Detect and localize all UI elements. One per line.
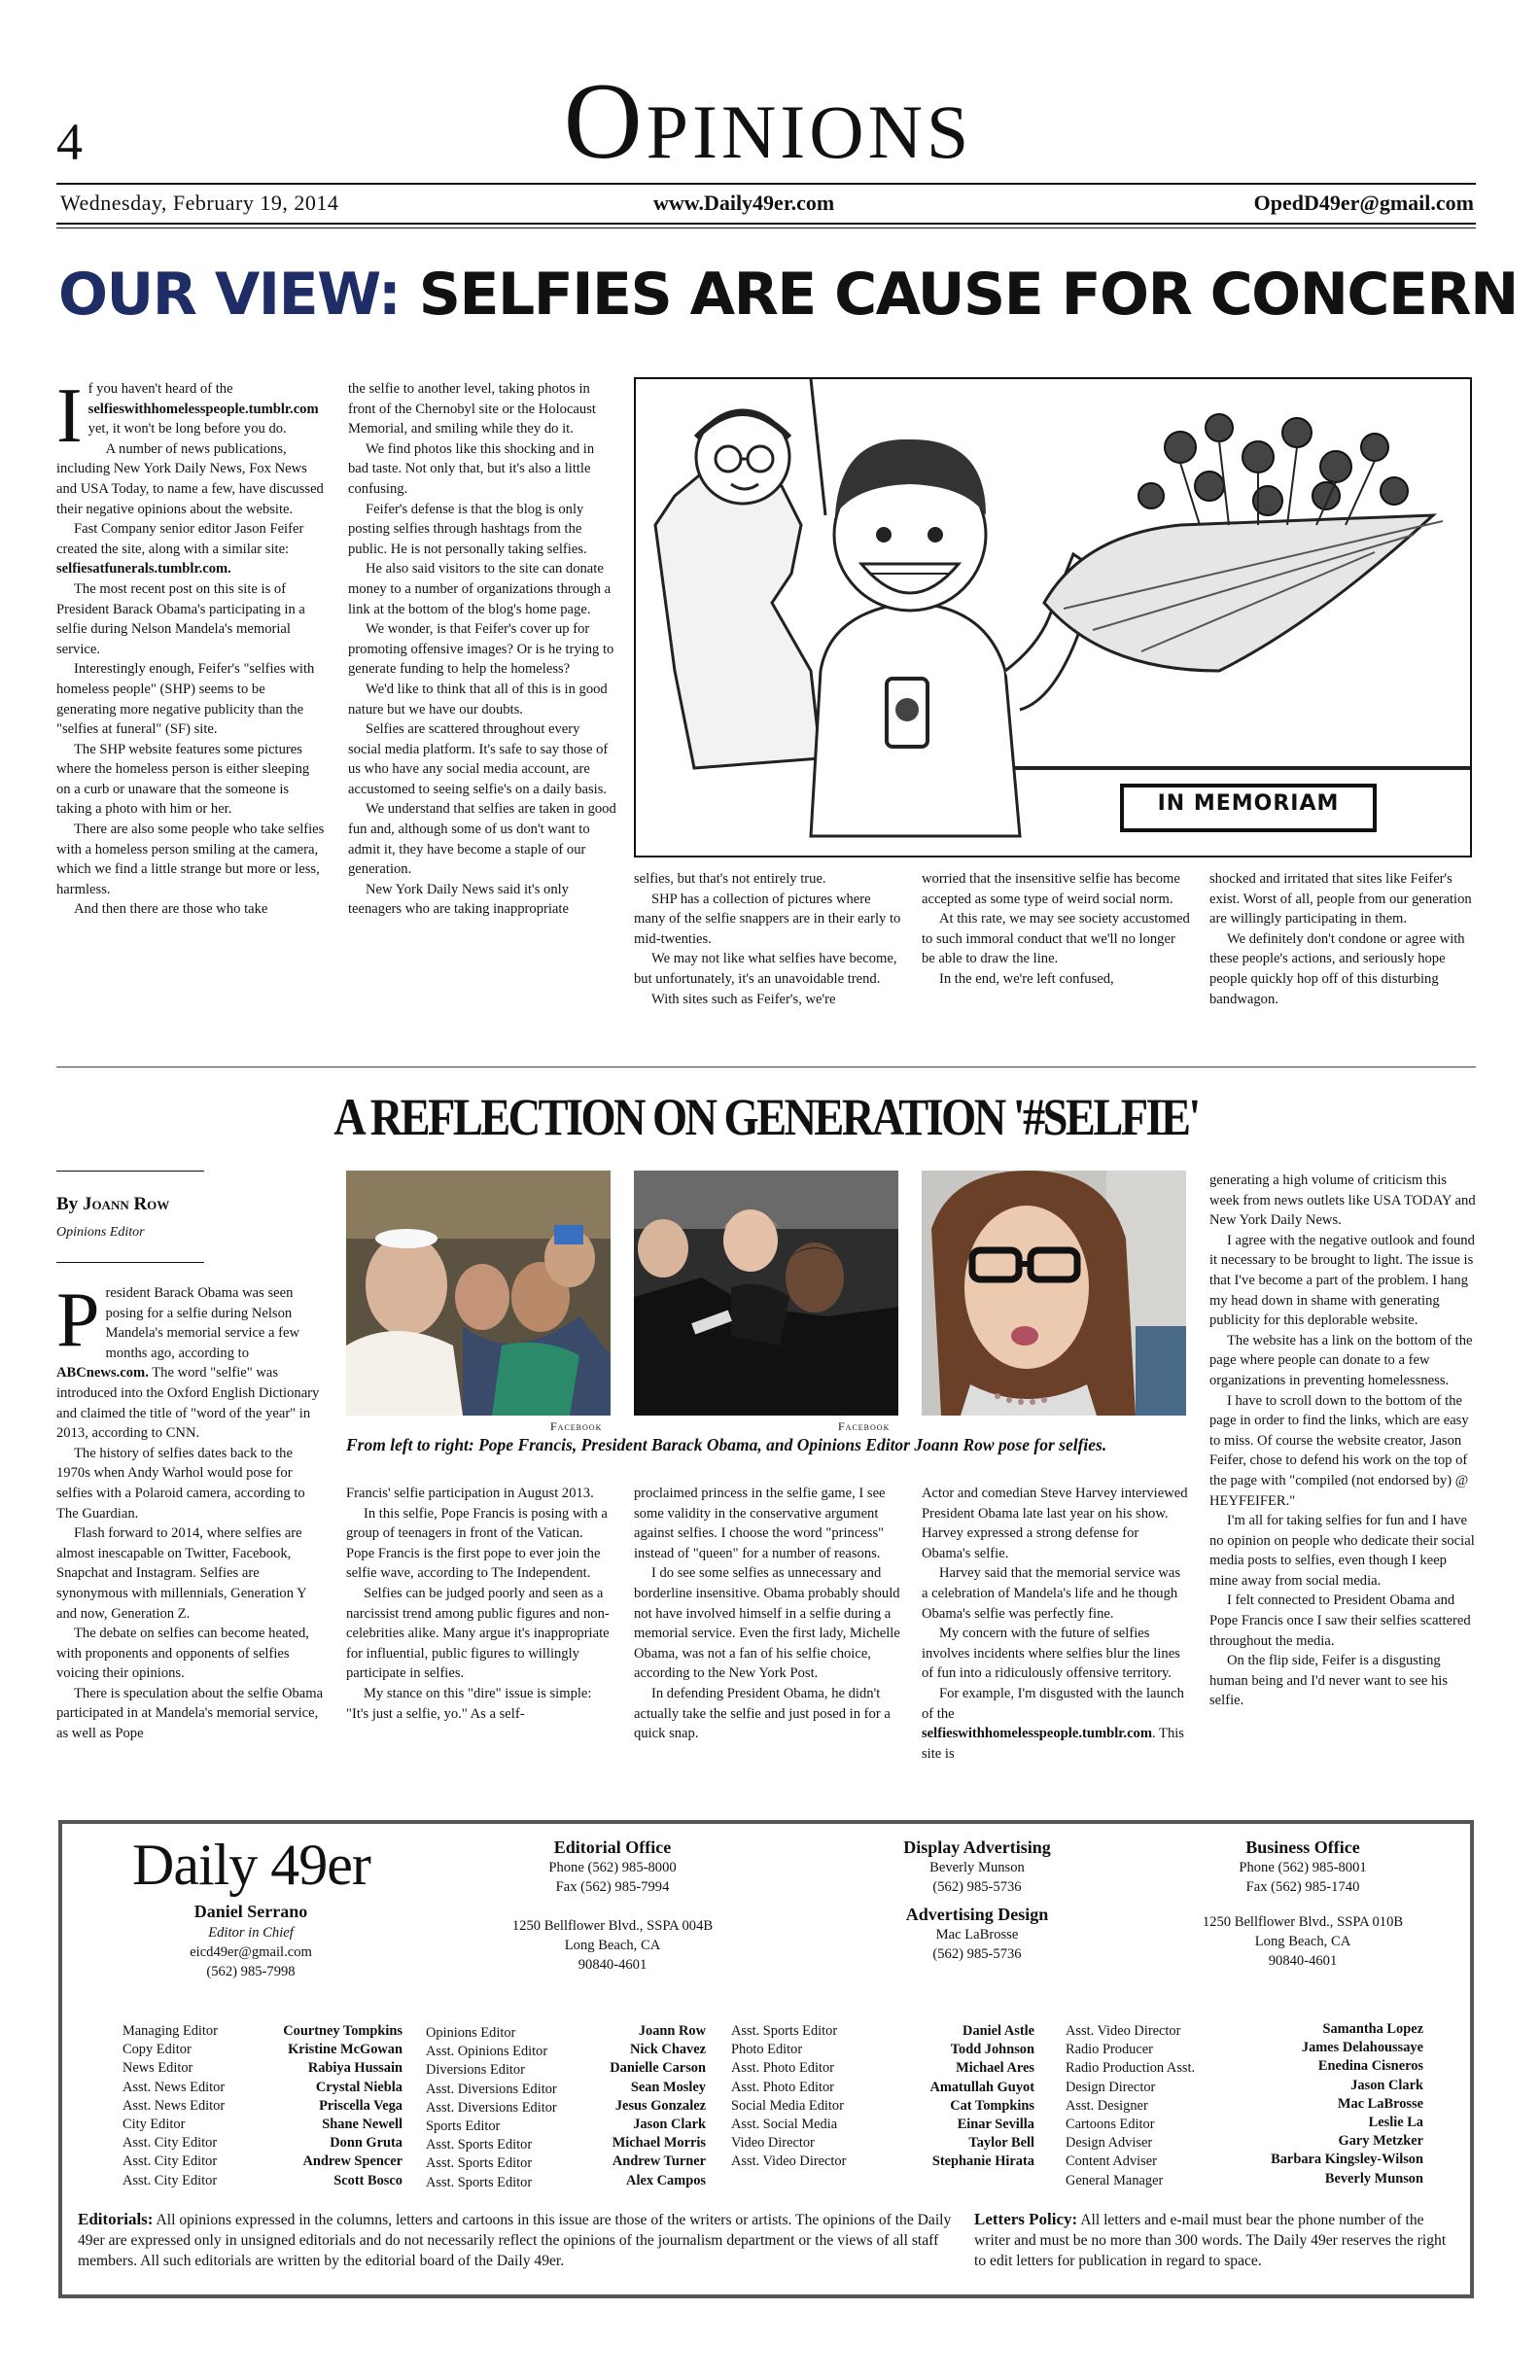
staff-name: Cat Tompkins <box>950 2097 1034 2114</box>
staff-name: Leslie La <box>1368 2115 1423 2131</box>
cartoon-drawing <box>636 379 1470 856</box>
column-paragraph: The website has a link on the bottom of the page where people can donate to a few organizations in preventing homelessness. <box>1209 1332 1473 1388</box>
column-paragraph: Flash forward to 2014, where selfies are almost inescapable on Twitter, Facebook, Snapchat and Instagram. Selfies are synonymous with millennials, Generation Y and now, Generation Z. <box>56 1525 307 1622</box>
staff-name: Jesus Gonzalez <box>614 2097 706 2114</box>
staff-name: Amatullah Guyot <box>929 2079 1034 2095</box>
headline-prefix: OUR VIEW: <box>58 261 401 329</box>
staff-title: Asst. Social Media <box>731 2117 838 2133</box>
editorial-office-address-1: 1250 Bellflower Blvd., SSPA 004B <box>511 1918 714 1934</box>
header-date: Wednesday, February 19, 2014 <box>60 191 339 215</box>
byline-by: By <box>56 1194 79 1214</box>
staff-title: Asst. Diversions Editor <box>426 2081 557 2097</box>
column-dropcap: P <box>56 1278 100 1363</box>
ad-design-phone: (562) 985-5736 <box>932 1946 1022 1962</box>
staff-title: News Editor <box>122 2060 193 2077</box>
staff-name: Michael Morris <box>612 2135 706 2152</box>
photo-credit-1: Facebook <box>550 1419 603 1433</box>
staff-name: Taylor Bell <box>968 2135 1034 2152</box>
staff-title: Asst. News Editor <box>122 2079 226 2095</box>
editorial-paragraph: With sites such as Feifer's, we're <box>651 991 836 1007</box>
editorial-paragraph: shocked and irritated that sites like Feifer's exist. Worst of all, people from our generation are willingly participating in them. <box>1209 871 1472 928</box>
column-text: For example, I'm disgusted with the launch of the <box>922 1685 1184 1722</box>
staff-name: Daniel Astle <box>962 2023 1034 2039</box>
column-paragraph: I felt connected to President Obama and Pope Francis once I saw their selfies scattered throughout the media. <box>1209 1592 1471 1649</box>
staff-name: Andrew Turner <box>612 2153 706 2170</box>
staff-name: Stephanie Hirata <box>931 2153 1034 2170</box>
editorial-paragraph: There are also some people who take selfies with a homeless person smiling at the camera, which we find a little strange but more or less, harmless. <box>56 822 325 897</box>
column-paragraph: There is speculation about the selfie Obama participated in at Mandela's memorial service, as well as Pope <box>56 1685 324 1742</box>
business-office-phone: Phone (562) 985-8001 <box>1239 1860 1367 1875</box>
staff-title: Design Director <box>1066 2079 1156 2095</box>
display-advertising <box>846 1838 1108 1964</box>
header-website[interactable]: www.Daily49er.com <box>653 191 835 215</box>
column-col-2 <box>346 1484 614 1724</box>
staff-title: Asst. Video Director <box>731 2153 847 2170</box>
staff-name: Barbara Kingsley-Wilson <box>1271 2152 1423 2168</box>
column-paragraph: I agree with the negative outlook and found it necessary to be brought to light. The issue is that I've become a part of the problem. I hang my head down in shame with generating publicity for this deplorable website. <box>1209 1232 1475 1329</box>
headline-rest: SELFIES ARE CAUSE FOR CONCERN <box>418 261 1518 329</box>
byline <box>56 1194 169 1215</box>
column-col-3 <box>634 1484 902 1744</box>
editorial-paragraph: Selfies are scattered throughout every social media platform. It's safe to say those of us who have any social media account, are accustomed to seeing selfie's on a daily basis. <box>348 721 609 797</box>
staff-title: Opinions Editor <box>426 2025 516 2041</box>
editorial-office-fax: Fax (562) 985-7994 <box>555 1879 670 1895</box>
cartoon-sign-text: IN MEMORIAM <box>1157 791 1340 816</box>
staff-title: Asst. Photo Editor <box>731 2079 834 2095</box>
photo-credit-2: Facebook <box>838 1419 891 1433</box>
staff-title: Radio Production Asst. <box>1066 2060 1196 2077</box>
column-paragraph: On the flip side, Feifer is a disgusting human being and I'd never want to see his selfie. <box>1209 1653 1448 1709</box>
letters-policy <box>974 2209 1460 2271</box>
staff-title: City Editor <box>122 2117 186 2133</box>
staff-name: James Delahoussaye <box>1301 2040 1423 2056</box>
column-headline: A REFLECTION ON GENERATION '#SELFIE' <box>333 1088 1199 1146</box>
editorial-paragraph: We'd like to think that all of this is in good nature but we have our doubts. <box>348 681 608 718</box>
staff-title: Asst. Video Director <box>1066 2023 1181 2039</box>
staff-name: Courtney Tompkins <box>283 2023 402 2039</box>
display-ad-name: Beverly Munson <box>929 1860 1025 1875</box>
editorial-col-4 <box>922 869 1190 990</box>
column-col-4 <box>922 1484 1190 1764</box>
eic-email[interactable]: eicd49er@gmail.com <box>190 1944 312 1960</box>
editorial-office-title: Editorial Office <box>553 1838 672 1857</box>
editorial-paragraph: We find photos like this shocking and in bad taste. Not only that, but it's also a little confusing. <box>348 440 595 497</box>
editorial-dropcap: I <box>56 373 83 459</box>
staff-name: Scott Bosco <box>333 2172 402 2188</box>
staff-name: Shane Newell <box>322 2117 402 2133</box>
editorial-paragraph: selfies, but that's not entirely true. <box>634 871 826 887</box>
staff-title: Asst. Opinions Editor <box>426 2044 548 2060</box>
staff-name: Sean Mosley <box>630 2079 706 2095</box>
staff-title: Cartoons Editor <box>1066 2117 1155 2133</box>
staff-name: Kristine McGowan <box>288 2042 402 2058</box>
column-paragraph: generating a high volume of criticism this week from news outlets like USA TODAY and New York Daily News. <box>1209 1172 1476 1229</box>
staff-title: Video Director <box>731 2135 815 2152</box>
staff-title: Radio Producer <box>1066 2042 1153 2058</box>
business-office-address-1: 1250 Bellflower Blvd., SSPA 010B <box>1202 1914 1404 1930</box>
column-text: The word "selfie" was introduced into the Oxford English Dictionary and claimed the title of "word of the year" in 2013, according to CNN. <box>56 1365 320 1442</box>
editorial-office-address-3: 90840-4601 <box>578 1957 648 1973</box>
staff-name: Alex Campos <box>626 2172 706 2188</box>
header-rule-bottom <box>56 223 1476 225</box>
staff-title: Asst. Designer <box>1066 2097 1148 2114</box>
staff-group-2-names <box>564 2022 706 2190</box>
staff-name: Samantha Lopez <box>1322 2021 1423 2037</box>
eic-phone: (562) 985-7998 <box>206 1964 296 1979</box>
display-ad-phone: (562) 985-5736 <box>932 1879 1022 1895</box>
editorials-policy <box>78 2209 955 2271</box>
column-link[interactable]: ABCnews.com. <box>56 1365 149 1382</box>
photo-caption: From left to right: Pope Francis, President Barack Obama, and Opinions Editor Joann Row pose for selfies. <box>346 1435 1107 1454</box>
business-office-address-2: Long Beach, CA <box>1254 1934 1351 1949</box>
staff-title: Copy Editor <box>122 2042 192 2058</box>
section-title: Opinions <box>563 61 973 182</box>
staff-name: Rabiya Hussain <box>307 2060 402 2077</box>
editorial-paragraph: worried that the insensitive selfie has become accepted as some type of weird social norm. <box>922 871 1180 907</box>
photo-barack-obama <box>634 1171 898 1416</box>
staff-name: Jason Clark <box>633 2117 706 2133</box>
editorial-text: f you haven't heard of the <box>88 381 233 397</box>
staff-name: Einar Sevilla <box>957 2117 1034 2133</box>
staff-name: Jason Clark <box>1350 2077 1423 2093</box>
byline-rule-bottom <box>56 1262 204 1263</box>
editorial-col-3 <box>634 869 902 1009</box>
editorial-office <box>467 1838 758 1975</box>
staff-name: Andrew Spencer <box>302 2153 402 2170</box>
staff-group-4-names <box>1235 2020 1423 2188</box>
page-number: 4 <box>56 113 83 171</box>
editorial-link[interactable]: selfiesatfunerals.tumblr.com. <box>56 561 231 578</box>
column-paragraph: Selfies can be judged poorly and seen as a narcissist trend among public figures and non-celebrities alike. Many argue it's inappropriate for influential, public figures to willingly participate in selfies. <box>346 1585 610 1682</box>
staff-title: Photo Editor <box>731 2042 803 2058</box>
business-office-title: Business Office <box>1245 1838 1360 1857</box>
letters-label: Letters Policy: <box>974 2210 1078 2228</box>
staff-title: Asst. City Editor <box>122 2153 218 2170</box>
staff-name: Danielle Carson <box>610 2060 706 2077</box>
editorial-paragraph: We may not like what selfies have become, but unfortunately, it's an unavoidable trend. <box>634 951 897 987</box>
staff-title: Asst. City Editor <box>122 2135 218 2152</box>
masthead-logo: Daily 49er <box>132 1833 370 1897</box>
staff-name: Beverly Munson <box>1324 2170 1423 2187</box>
editorial-col-2 <box>348 379 616 920</box>
staff-title: Social Media Editor <box>731 2097 844 2114</box>
staff-title: Design Adviser <box>1066 2135 1153 2152</box>
staff-title: Asst. Sports Editor <box>731 2023 838 2039</box>
editorial-paragraph: We wonder, is that Feifer's cover up for promoting offensive images? Or is he trying to generate funding to help the homeless? <box>348 621 614 678</box>
header-email[interactable]: OpedD49er@gmail.com <box>1253 191 1474 215</box>
column-paragraph: Francis' selfie participation in August 2013. <box>346 1486 594 1501</box>
column-paragraph: I do see some selfies as unnecessary and borderline insensitive. Obama probably should not have involved himself in a selfie during a memorial service. Even the first lady, Michelle Obama, was not a fan of his selfie choice, according to the New York Post. <box>634 1565 900 1682</box>
staff-name: Michael Ares <box>956 2060 1034 2077</box>
column-paragraph: The history of selfies dates back to the 1970s when Andy Warhol would pose for selfies with a Polaroid camera, according to The Guardian. <box>56 1445 305 1522</box>
staff-name: Crystal Niebla <box>315 2079 402 2095</box>
eic-block <box>136 1900 366 1981</box>
photo-pope-francis <box>346 1171 611 1416</box>
staff-title: Content Adviser <box>1066 2153 1157 2170</box>
staff-group-3-titles <box>731 2022 887 2172</box>
column-paragraph: My stance on this "dire" issue is simple: "It's just a selfie, yo." As a self- <box>346 1685 592 1722</box>
staff-name: Joann Row <box>638 2023 706 2039</box>
staff-title: Asst. News Editor <box>122 2097 226 2114</box>
staff-title: Sports Editor <box>426 2118 501 2135</box>
staff-name: Todd Johnson <box>950 2042 1034 2058</box>
staff-title: Asst. Sports Editor <box>426 2155 533 2172</box>
editorial-paragraph: SHP has a collection of pictures where many of the selfie snappers are in their early to mid-twenties. <box>634 891 901 947</box>
editorial-paragraph: And then there are those who take <box>74 901 268 918</box>
editorial-paragraph: Feifer's defense is that the blog is only posting selfies through hashtags from the public. He is not personally taking selfies. <box>348 501 587 557</box>
column-col-1 <box>56 1278 325 1744</box>
byline-rule-top <box>56 1171 204 1172</box>
ad-design-name: Mac LaBrosse <box>935 1927 1019 1942</box>
staff-title: General Manager <box>1066 2172 1164 2188</box>
editorial-cartoon <box>634 377 1472 858</box>
column-link[interactable]: selfieswithhomelesspeople.tumblr.com <box>922 1726 1152 1742</box>
column-paragraph: proclaimed princess in the selfie game, I see some validity in the conservative argument against selfies. I choose the word "princess" instead of "queen" for a number of reasons. <box>634 1486 886 1561</box>
column-paragraph: I'm all for taking selfies for fun and I have no opinion on people who dedicate their social media posts to selfies, even though I keep mine away from social media. <box>1209 1513 1475 1589</box>
editorial-paragraph: In the end, we're left confused, <box>939 970 1114 987</box>
staff-name: Donn Gruta <box>330 2135 402 2152</box>
editorial-paragraph: We definitely don't condone or agree with these people's actions, and seriously hope people quickly hop off of this disturbing bandwagon. <box>1209 930 1465 1007</box>
business-office-fax: Fax (562) 985-1740 <box>1245 1879 1360 1895</box>
staff-title: Asst. City Editor <box>122 2172 218 2188</box>
eic-title: Editor in Chief <box>208 1925 294 1941</box>
staff-title: Asst. Diversions Editor <box>426 2099 557 2116</box>
editorial-paragraph: A number of news publications, including New York Daily News, Fox News and USA Today, to name a few, have discussed their negative opinions about the website. <box>56 440 324 517</box>
editorial-col-5 <box>1209 869 1478 1009</box>
editorial-paragraph: He also said visitors to the site can donate money to a number of organizations through a link at the bottom of the blog's home page. <box>348 561 612 617</box>
staff-name: Priscella Vega <box>319 2097 402 2114</box>
editorial-headline <box>58 261 1518 329</box>
staff-title: Asst. Photo Editor <box>731 2060 834 2077</box>
column-paragraph: Actor and comedian Steve Harvey interviewed President Obama late last year on his show. Harvey expressed a strong defense for Obama's selfie. <box>922 1486 1188 1561</box>
staff-title: Managing Editor <box>122 2023 218 2039</box>
byline-title: Opinions Editor <box>56 1225 145 1240</box>
editorial-paragraph: At this rate, we may see society accustomed to such immoral conduct that we'll no longer be able to draw the line. <box>922 911 1190 967</box>
staff-name: Enedina Cisneros <box>1317 2058 1423 2075</box>
editorial-office-phone: Phone (562) 985-8000 <box>548 1860 677 1875</box>
editorial-text: Fast Company senior editor Jason Feifer created the site, along with a similar site: <box>56 521 304 557</box>
editorial-text: yet, it won't be long before you do. <box>88 421 287 438</box>
column-text: . This site is <box>922 1726 1184 1762</box>
editorials-label: Editorials: <box>78 2210 154 2228</box>
column-paragraph: In this selfie, Pope Francis is posing with a group of teenagers in front of the Vatican. Pope Francis is the first pope to ever join the selfie wave, according to The Independent. <box>346 1505 608 1582</box>
column-paragraph: I have to scroll down to the bottom of the page in order to find the links, which are easy to miss. Of course the website creator, Jason Feifer, chose to defend his work on the top of the page with "compiled (not endorsed by) @ HEYFEIFER." <box>1209 1392 1469 1509</box>
editorial-paragraph: We understand that selfies are taken in good fun and, although some of us don't want to admit it, they have become a staple of our generation. <box>348 801 616 878</box>
staff-group-2-titles <box>426 2024 581 2192</box>
editorial-paragraph: The most recent post on this site is of President Barack Obama's participating in a selfie during Nelson Mandela's memorial service. <box>56 580 305 657</box>
editorial-col-1 <box>56 373 325 920</box>
editorial-paragraph: The SHP website features some pictures where the homeless person is either sleeping on a curb or unaware that the someone is taking a photo with him or her. <box>56 741 310 818</box>
staff-group-1-names <box>243 2022 402 2190</box>
column-paragraph: The debate on selfies can become heated, with proponents and opponents of selfies voicing their opinions. <box>56 1626 309 1682</box>
column-paragraph: Harvey said that the memorial service was a celebration of Mandela's life and he though Obama's selfie was perfectly fine. <box>922 1565 1181 1622</box>
staff-group-3-names <box>875 2022 1034 2172</box>
business-office-address-3: 90840-4601 <box>1268 1953 1338 1969</box>
header-rule-top <box>56 183 1476 185</box>
display-ad-title: Display Advertising <box>903 1838 1051 1857</box>
staff-name: Mac LaBrosse <box>1337 2095 1423 2112</box>
staff-title: Asst. Sports Editor <box>426 2174 533 2190</box>
editorial-paragraph: Interestingly enough, Feifer's "selfies with homeless people" (SHP) seems to be generating more negative publicity than the "selfies at funeral" (SF) site. <box>56 661 315 738</box>
editorial-office-address-2: Long Beach, CA <box>564 1938 661 1953</box>
staff-title: Diversions Editor <box>426 2062 525 2079</box>
editorial-paragraph: the selfie to another level, taking photos in front of the Chernobyl site or the Holocaust Memorial, and smiling while they do it. <box>348 381 596 438</box>
eic-name: Daniel Serrano <box>193 1902 308 1921</box>
photo-joann-row <box>922 1171 1186 1416</box>
column-col-5 <box>1209 1171 1478 1711</box>
section-divider <box>56 1067 1476 1068</box>
ad-design-title: Advertising Design <box>905 1905 1049 1924</box>
column-text: resident Barack Obama was seen posing for a selfie during Nelson Mandela's memorial service a few months ago, according to <box>105 1285 300 1361</box>
column-paragraph: My concern with the future of selfies involves incidents where selfies blur the lines of fun into a ridiculously offensive territory. <box>922 1626 1180 1682</box>
byline-name: Joann Row <box>82 1194 170 1214</box>
letters-text: All letters and e-mail must bear the phone number of the writer and must be no more than 300 words. The Daily 49er reserves the right to edit letters for publication in regard to space. <box>974 2212 1447 2269</box>
staff-name: Gary Metzker <box>1338 2133 1423 2150</box>
staff-title: Asst. Sports Editor <box>426 2137 533 2153</box>
editorial-paragraph: New York Daily News said it's only teenagers who are taking inappropriate <box>348 881 569 918</box>
editorial-link[interactable]: selfieswithhomelesspeople.tumblr.com <box>88 401 319 417</box>
column-paragraph: In defending President Obama, he didn't actually take the selfie and just posed in for a quick snap. <box>634 1685 891 1742</box>
business-office <box>1167 1838 1439 1971</box>
editorials-text: All opinions expressed in the columns, letters and cartoons in this issue are those of the writers or artists. The opinions of the Daily 49er are expressed only in unsigned editorials and do not necessarily reflect the opinions of the journalism department or the views of all staff members. All such editorials are written by the editorial board of the Daily 49er. <box>78 2212 952 2269</box>
staff-group-4-titles <box>1066 2022 1231 2190</box>
staff-name: Nick Chavez <box>630 2042 706 2058</box>
